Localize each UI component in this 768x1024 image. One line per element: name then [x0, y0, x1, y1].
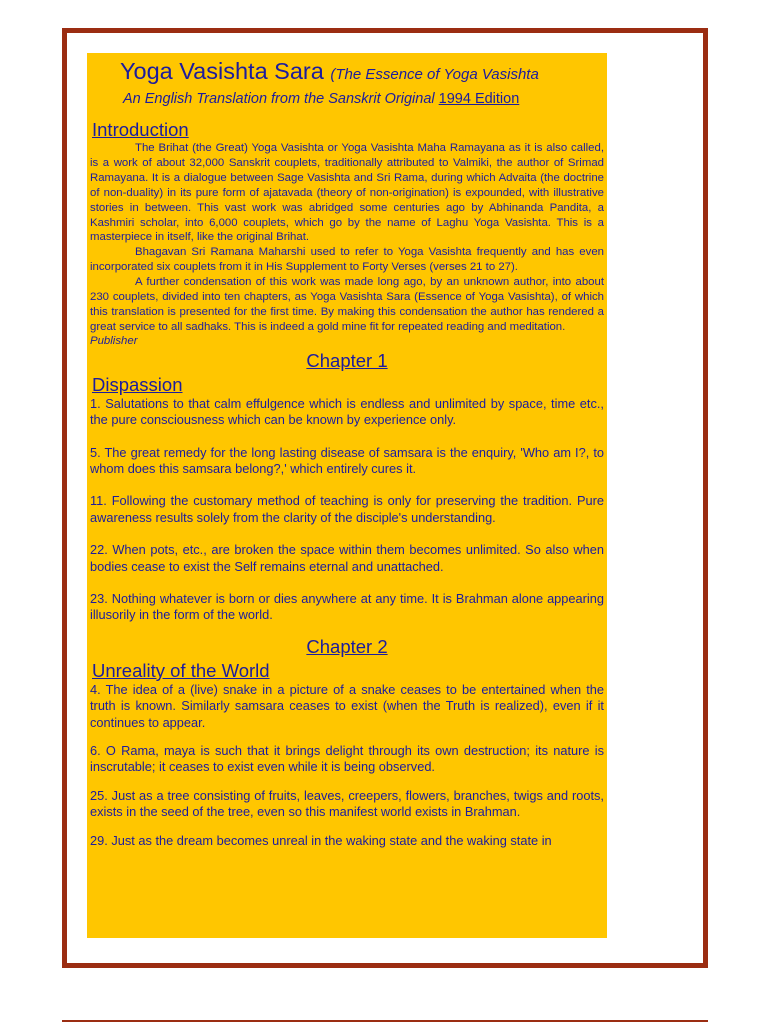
footer-divider	[62, 1020, 708, 1022]
document-title	[120, 57, 604, 89]
chapter-1-title[interactable]: Dispassion	[92, 373, 183, 395]
title-italic: (The Essence of Yoga Vasishta	[330, 66, 539, 83]
chapter-2-title[interactable]: Unreality of the World	[92, 659, 270, 681]
chapter-1-heading[interactable]: Chapter 1	[306, 349, 388, 371]
document-subtitle	[123, 89, 604, 109]
verse: 22. When pots, etc., are broken the space within them becomes unlimited. So also when bodies cease to exist the Self remains eternal and unattached.	[90, 542, 604, 574]
verse: 1. Salutations to that calm effulgence which is endless and unlimited by space, time etc., the pure consciousness which can be known by experience only.	[90, 395, 604, 428]
publisher-label: Publisher	[90, 334, 138, 347]
document-panel	[87, 53, 607, 938]
verse: 25. Just as a tree consisting of fruits, leaves, creepers, flowers, branches, twigs and roots, exists in the seed of the tree, even so this manifest world exists in Brahman.	[90, 787, 604, 820]
introduction-section	[90, 119, 604, 348]
introduction-heading[interactable]: Introduction	[92, 119, 189, 140]
verse: 29. Just as the dream becomes unreal in the waking state and the waking state in	[90, 832, 552, 848]
chapter-1-verses	[90, 396, 604, 624]
verse: 4. The idea of a (live) snake in a picture of a snake ceases to be entertained when the truth is known. Similarly samsara ceases to exist (when the Truth is realized), even if it continues to appear.	[90, 681, 604, 730]
intro-paragraph-1: The Brihat (the Great) Yoga Vasishta or Yoga Vasishta Maha Ramayana as it is also called, is a work of about 32,000 Sanskrit couplets, traditionally attributed to Valmiki, the author of Srimad Ramayana. It is a dialogue between Sage Vasishta and Sri Rama, during which Advaita (the doctrine of non-duality) in its pure form of ajatavada (theory of non-origination) is expounded, with illustrative stories in between. This vast work was abridged some centuries ago by Abhinanda Pandita, a Kashmiri scholar, into 6,000 couplets, which go by the name of Laghu Yoga Vasishta. This is a masterpiece in itself, like the original Brihat.	[90, 142, 604, 244]
verse: 23. Nothing whatever is born or dies anywhere at any time. It is Brahman alone appearing illusorily in the form of the world.	[90, 591, 604, 623]
verse: 11. Following the customary method of teaching is only for preserving the tradition. Pure awareness results solely from the clarity of the disciple's understanding.	[90, 493, 604, 525]
chapter-2-heading[interactable]: Chapter 2	[306, 635, 388, 657]
title-main: Yoga Vasishta Sara	[120, 58, 324, 84]
edition-link[interactable]: 1994 Edition	[438, 91, 520, 107]
intro-paragraph-2: Bhagavan Sri Ramana Maharshi used to refer to Yoga Vasishta frequently and has even incorporated six couplets from it in His Supplement to Forty Verses (verses 21 to 27).	[90, 246, 604, 274]
verse: 5. The great remedy for the long lasting disease of samsara is the enquiry, 'Who am I?, to whom does this samsara belong?,' which entirely cures it.	[90, 444, 604, 476]
subtitle-text: An English Translation from the Sanskrit Original	[123, 91, 435, 107]
page-frame	[62, 28, 708, 968]
chapter-2-verses	[90, 682, 604, 849]
verse: 6. O Rama, maya is such that it brings delight through its own destruction; its nature is inscrutable; it ceases to exist even while it is being observed.	[90, 743, 604, 775]
intro-paragraph-3: A further condensation of this work was made long ago, by an unknown author, into about 230 couplets, divided into ten chapters, as Yoga Vasishta Sara (Essence of Yoga Vasishta), of which this translation is presented for the first time. By making this condensation the author has rendered a great service to all sadhaks. This is indeed a gold mine fit for repeated reading and meditation.	[90, 276, 604, 333]
